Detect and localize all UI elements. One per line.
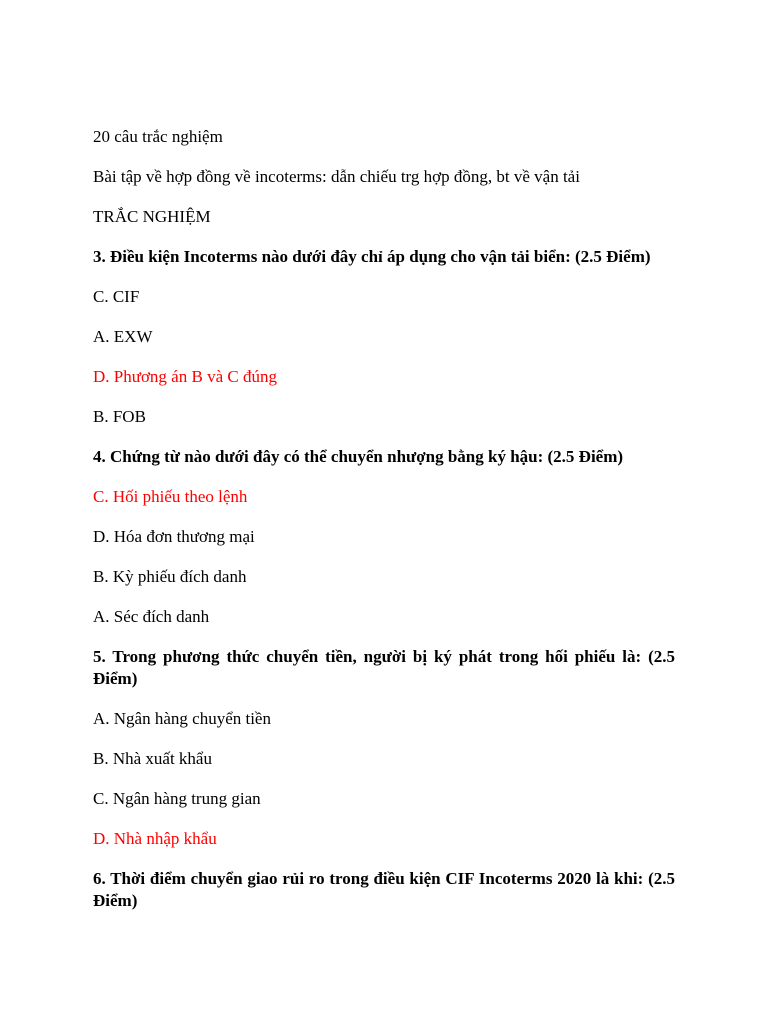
question-text: 6. Thời điểm chuyển giao rủi ro trong điều kiện CIF Incoterms 2020 là khi: (2.5 Điểm) (93, 869, 675, 910)
answer-option: A. Ngân hàng chuyển tiền (93, 709, 271, 728)
answer-option: A. EXW (93, 327, 153, 346)
answer-option: C. Ngân hàng trung gian (93, 789, 261, 808)
answer-option: B. Kỳ phiếu đích danh (93, 567, 247, 586)
answer-option-correct: D. Phương án B và C đúng (93, 367, 277, 386)
answer-option: C. CIF (93, 287, 140, 306)
intro-line: 20 câu trắc nghiệm (93, 127, 223, 146)
document-page (93, 126, 675, 930)
answer-option: A. Séc đích danh (93, 607, 210, 626)
section-heading: TRẮC NGHIỆM (93, 207, 211, 226)
question-text: 4. Chứng từ nào dưới đây có thể chuyển nhượng bằng ký hậu: (2.5 Điểm) (93, 447, 624, 466)
answer-option: D. Hóa đơn thương mại (93, 527, 255, 546)
answer-option-correct: C. Hối phiếu theo lệnh (93, 487, 248, 506)
question-text: 5. Trong phương thức chuyển tiền, người bị ký phát trong hối phiếu là: (2.5 Điểm) (93, 647, 675, 688)
intro-line: Bài tập về hợp đồng về incoterms: dẫn chiếu trg hợp đồng, bt về vận tải (93, 167, 580, 186)
answer-option: B. FOB (93, 407, 146, 426)
question-text: 3. Điều kiện Incoterms nào dưới đây chỉ áp dụng cho vận tải biển: (2.5 Điểm) (93, 247, 651, 266)
answer-option-correct: D. Nhà nhập khẩu (93, 829, 217, 848)
answer-option: B. Nhà xuất khẩu (93, 749, 212, 768)
